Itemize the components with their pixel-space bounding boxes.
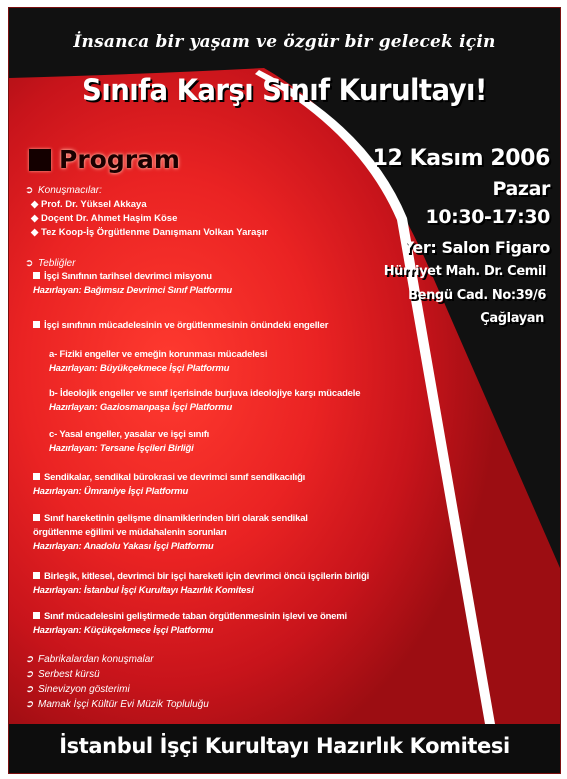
square-bullet-icon — [33, 572, 40, 579]
event-date: 12 Kasım 2006 — [372, 146, 550, 171]
circled-arrow-icon: ➲ — [25, 258, 34, 269]
square-bullet-icon — [33, 612, 40, 619]
paper-subtitle: c- Yasal engeller, yasalar ve işçi sınıfı — [49, 429, 210, 440]
paper-author: Hazırlayan: Bağımsız Devrimci Sınıf Platformu — [33, 285, 233, 296]
paper-title — [33, 472, 305, 483]
paper-title-text: İşçi Sınıfının tarihsel devrimci misyonu — [44, 271, 212, 282]
speaker-item — [31, 227, 268, 238]
square-bullet-icon — [33, 473, 40, 480]
extra-item-text: Fabrikalardan konuşmalar — [38, 654, 154, 665]
paper-author: Hazırlayan: Ümraniye İşçi Platformu — [33, 486, 189, 497]
paper-title-text: Sınıf hareketinin gelişme dinamiklerinden biri olarak sendikal — [44, 513, 308, 524]
poster — [8, 7, 561, 774]
paper-author: Hazırlayan: Tersane İşçileri Birliği — [49, 443, 194, 454]
program-heading — [29, 145, 180, 174]
speaker-name: Doçent Dr. Ahmet Haşim Köse — [41, 213, 178, 224]
event-address-1: Hürriyet Mah. Dr. Cemil — [383, 264, 546, 279]
paper-title — [33, 571, 369, 582]
circled-arrow-icon: ➲ — [25, 684, 34, 695]
program-heading-label: Program — [59, 145, 180, 174]
paper-author: Hazırlayan: Büyükçekmece İşçi Platformu — [49, 363, 230, 374]
paper-title — [33, 271, 212, 282]
footer-organizer: İstanbul İşçi Kurultayı Hazırlık Komitesi — [59, 734, 510, 758]
event-time: 10:30-17:30 — [425, 206, 550, 228]
circled-arrow-icon: ➲ — [25, 669, 34, 680]
extra-item — [25, 654, 154, 665]
diamond-bullet-icon: ◆ — [31, 227, 39, 238]
extra-item-text: Mamak İşçi Kültür Evi Müzik Topluluğu — [38, 699, 209, 710]
paper-author: Hazırlayan: İstanbul İşçi Kurultayı Hazırlık Komitesi — [33, 585, 254, 596]
event-address-2: Bengü Cad. No:39/6 — [408, 288, 546, 303]
square-bullet-icon — [33, 321, 40, 328]
paper-title — [33, 513, 308, 524]
paper-author: Hazırlayan: Anadolu Yakası İşçi Platformu — [33, 541, 214, 552]
square-bullet-icon — [29, 149, 51, 171]
extra-item — [25, 684, 130, 695]
square-bullet-icon — [33, 514, 40, 521]
circled-arrow-icon: ➲ — [25, 185, 34, 196]
circled-arrow-icon: ➲ — [25, 654, 34, 665]
speaker-name: Tez Koop-İş Örgütlenme Danışmanı Volkan Yaraşır — [41, 227, 269, 238]
square-bullet-icon — [33, 272, 40, 279]
papers-label: Tebliğler — [38, 258, 76, 269]
speaker-item — [31, 199, 147, 210]
diamond-bullet-icon: ◆ — [31, 213, 39, 224]
paper-author: Hazırlayan: Gaziosmanpaşa İşçi Platformu — [49, 402, 233, 413]
extra-item — [25, 669, 100, 680]
extra-item — [25, 699, 209, 710]
speaker-item — [31, 213, 177, 224]
paper-subtitle: b- İdeolojik engeller ve sınıf içerisinde burjuva ideolojiye karşı mücadele — [49, 388, 361, 399]
diamond-bullet-icon: ◆ — [31, 199, 39, 210]
paper-title-continued: örgütlenme eğilimi ve müdahalenin sorunları — [33, 527, 227, 538]
event-day: Pazar — [492, 178, 550, 200]
paper-title-text: İşçi sınıfının mücadelesinin ve örgütlenmesinin önündeki engeller — [44, 320, 329, 331]
extra-item-text: Sinevizyon gösterimi — [38, 684, 130, 695]
poster-title: Sınıfa Karşı Sınıf Kurultayı! — [82, 73, 487, 107]
circled-arrow-icon: ➲ — [25, 699, 34, 710]
paper-title-text: Birleşik, kitlesel, devrimci bir işçi hareketi için devrimci öncü işçilerin birliği — [44, 571, 370, 582]
paper-title — [33, 611, 347, 622]
event-address-3: Çağlayan — [480, 311, 544, 326]
paper-author: Hazırlayan: Küçükçekmece İşçi Platformu — [33, 625, 214, 636]
paper-title-text: Sınıf mücadelesini geliştirmede taban örgütlenmesinin işlevi ve önemi — [44, 611, 347, 622]
speaker-name: Prof. Dr. Yüksel Akkaya — [41, 199, 147, 210]
event-venue: Yer: Salon Figaro — [402, 238, 550, 257]
extra-item-text: Serbest kürsü — [38, 669, 100, 680]
paper-title-text: Sendikalar, sendikal bürokrasi ve devrimci sınıf sendikacılığı — [44, 472, 306, 483]
paper-title — [33, 320, 328, 331]
papers-section — [25, 258, 75, 269]
speakers-section — [25, 185, 102, 196]
paper-subtitle: a- Fiziki engeller ve emeğin korunması mücadelesi — [49, 349, 268, 360]
slogan: İnsanca bir yaşam ve özgür bir gelecek için — [73, 32, 496, 52]
speakers-label: Konuşmacılar: — [38, 185, 102, 196]
